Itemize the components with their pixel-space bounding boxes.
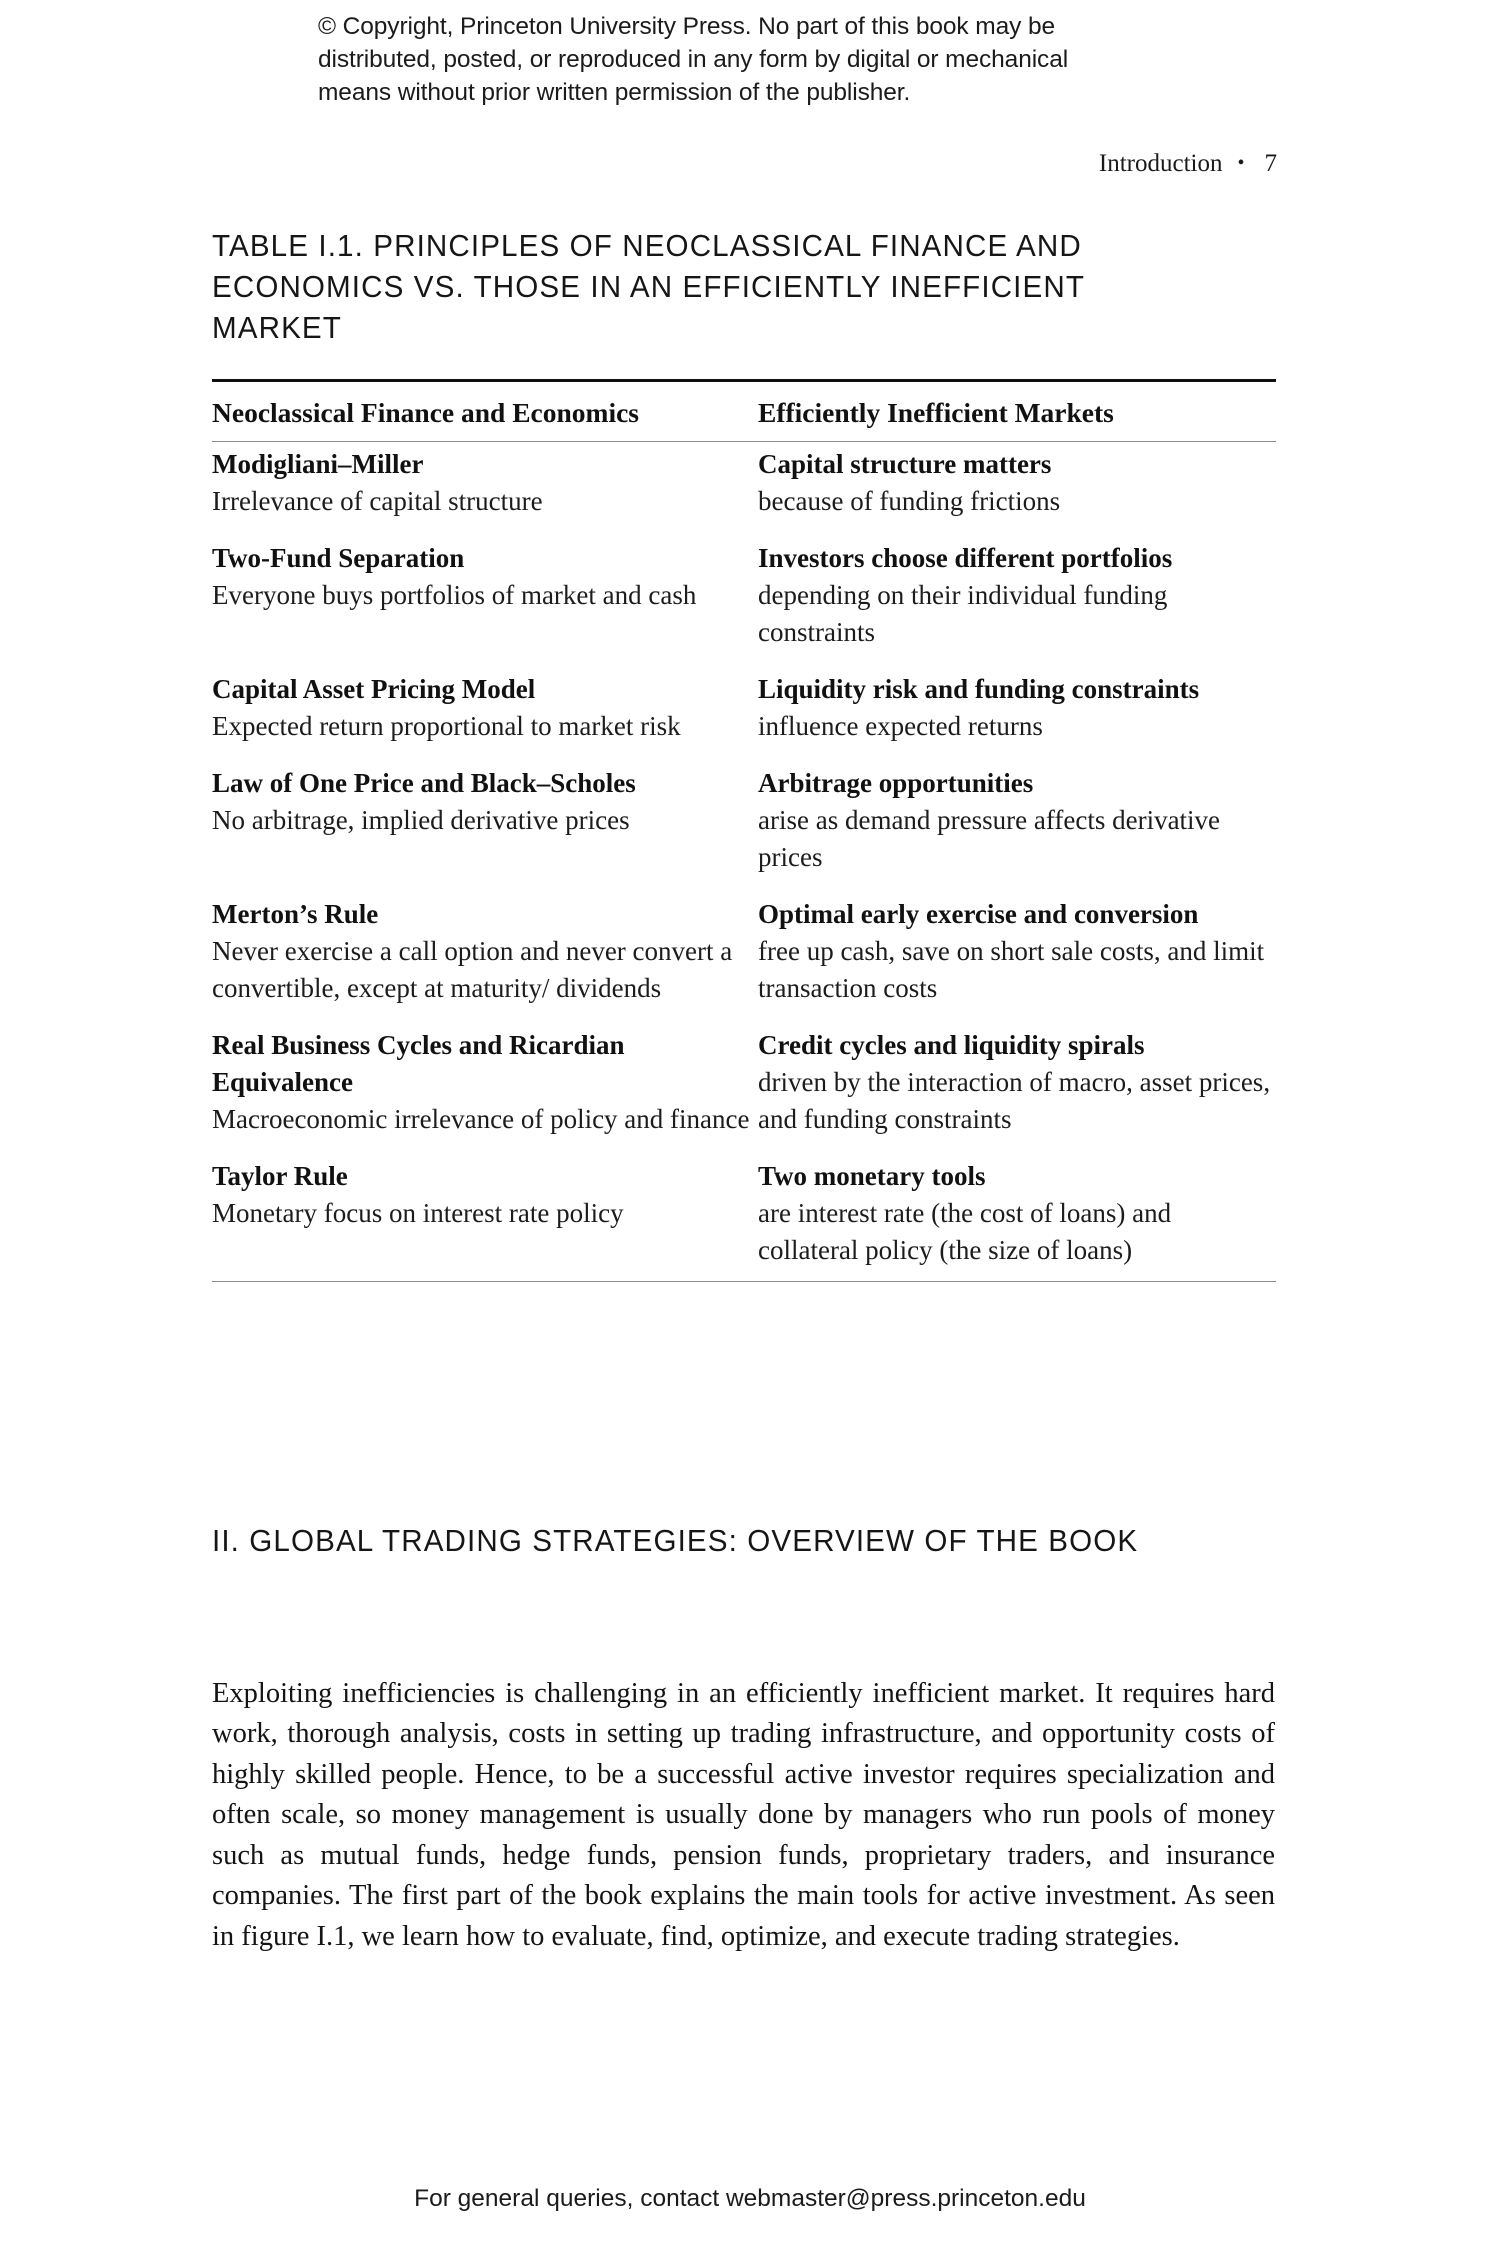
table-cell-left — [212, 765, 758, 876]
column-header-right: Efficiently Inefficient Markets — [758, 397, 1114, 428]
table-cell-right — [758, 1027, 1276, 1138]
table-cell-left — [212, 1027, 758, 1138]
principle-name: Liquidity risk and funding constraints — [758, 674, 1200, 704]
footer-notice: For general queries, contact webmaster@press.princeton.edu — [414, 2185, 1086, 2212]
table-cell-right — [758, 1158, 1276, 1269]
principle-name: Two monetary tools — [758, 1161, 986, 1191]
body-paragraph: Exploiting inefficiencies is challenging in an efficiently inefficient market. It requires hard work, thorough analysis, costs in setting up trading infrastructure, and opportunity costs of highly skilled people. Hence, to be a successful active investor requires specialization and often scale, so money management is usually done by managers who run pools of money such as mutual funds, hedge funds, pension funds, proprietary traders, and insurance companies. The first part of the book explains the main tools for active investment. As seen in figure I.1, we learn how to evaluate, find, optimize, and execute trading strategies. — [212, 1677, 1275, 1952]
table-cell-left — [212, 446, 758, 520]
copyright-line-3: means without prior written permission of the publisher. — [318, 79, 911, 106]
principle-description: Macroeconomic irrelevance of policy and finance — [212, 1104, 750, 1134]
table-body — [212, 442, 1276, 1269]
table-cell-left — [212, 896, 758, 1007]
column-header-left: Neoclassical Finance and Economics — [212, 397, 640, 428]
principle-description: free up cash, save on short sale costs, and limit transaction costs — [758, 936, 1265, 1003]
table-row — [212, 446, 1276, 520]
running-head-separator: • — [1237, 152, 1245, 174]
principle-description: arise as demand pressure affects derivative prices — [758, 805, 1221, 872]
table-cell-right — [758, 446, 1276, 520]
table-row — [212, 671, 1276, 745]
table-cell-right — [758, 765, 1276, 876]
copyright-line-1: © Copyright, Princeton University Press. No part of this book may be — [318, 13, 1056, 40]
principle-description: because of funding frictions — [758, 486, 1061, 516]
principle-description: Everyone buys portfolios of market and cash — [212, 580, 697, 610]
principle-name: Investors choose different portfolios — [758, 543, 1173, 573]
principle-name: Capital Asset Pricing Model — [212, 674, 536, 704]
principle-name: Merton’s Rule — [212, 899, 379, 929]
principle-description: depending on their individual funding constraints — [758, 580, 1168, 647]
section-heading: II. GLOBAL TRADING STRATEGIES: OVERVIEW OF THE BOOK — [212, 1523, 1139, 1558]
principle-description: driven by the interaction of macro, asset prices, and funding constraints — [758, 1067, 1271, 1134]
principle-description: are interest rate (the cost of loans) and collateral policy (the size of loans) — [758, 1198, 1172, 1265]
principle-description: Expected return proportional to market risk — [212, 711, 681, 741]
principle-name: Modigliani–Miller — [212, 449, 424, 479]
table-bottom-rule — [212, 1281, 1276, 1282]
running-head — [1099, 150, 1277, 178]
principle-name: Credit cycles and liquidity spirals — [758, 1030, 1145, 1060]
principles-table — [212, 379, 1276, 1282]
table-cell-left — [212, 671, 758, 745]
principle-name: Two-Fund Separation — [212, 543, 465, 573]
table-row — [212, 540, 1276, 651]
principle-name: Optimal early exercise and conversion — [758, 899, 1199, 929]
table-cell-right — [758, 540, 1276, 651]
principle-name: Real Business Cycles and Ricardian Equivalence — [212, 1030, 625, 1097]
table-cell-right — [758, 896, 1276, 1007]
principle-description: Monetary focus on interest rate policy — [212, 1198, 624, 1228]
principle-description: Irrelevance of capital structure — [212, 486, 543, 516]
table-header-row — [212, 382, 1276, 441]
table-caption: TABLE I.1. PRINCIPLES OF NEOCLASSICAL FINANCE AND ECONOMICS VS. THOSE IN AN EFFICIENTLY INEFFICIENT MARKET — [212, 228, 1085, 345]
principle-name: Arbitrage opportunities — [758, 768, 1034, 798]
table-row — [212, 1158, 1276, 1269]
table-row — [212, 896, 1276, 1007]
principle-description: No arbitrage, implied derivative prices — [212, 805, 630, 835]
table-row — [212, 1027, 1276, 1138]
principle-description: Never exercise a call option and never convert a convertible, except at maturity/ dividends — [212, 936, 733, 1003]
principle-name: Taylor Rule — [212, 1161, 348, 1191]
principle-description: influence expected returns — [758, 711, 1043, 741]
principle-name: Capital structure matters — [758, 449, 1052, 479]
copyright-notice — [318, 10, 1188, 109]
copyright-line-2: distributed, posted, or reproduced in any form by digital or mechanical — [318, 46, 1069, 73]
table-row — [212, 765, 1276, 876]
page-number: 7 — [1264, 150, 1277, 177]
table-cell-left — [212, 1158, 758, 1269]
running-head-chapter: Introduction — [1098, 150, 1223, 177]
table-cell-right — [758, 671, 1276, 745]
principle-name: Law of One Price and Black–Scholes — [212, 768, 636, 798]
table-cell-left — [212, 540, 758, 651]
